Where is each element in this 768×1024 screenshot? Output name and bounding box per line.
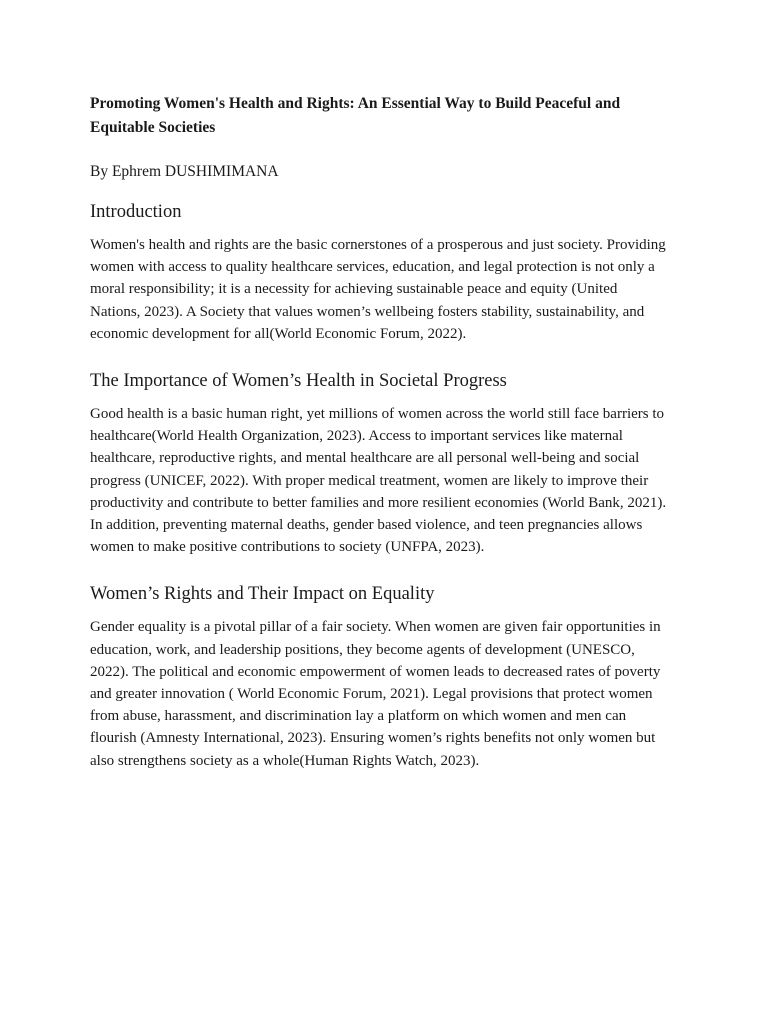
document-title: Promoting Women's Health and Rights: An Essential Way to Build Peaceful and Equitable Societies bbox=[90, 95, 621, 136]
document-page bbox=[90, 92, 670, 772]
section-introduction bbox=[90, 200, 670, 345]
section-paragraph: Good health is a basic human right, yet millions of women across the world still face barriers to healthcare(World Health Organization, 2023). Access to important services like maternal healthcare, reproductive rights, and mental healthcare are all personal well-being and social progress (UNICEF, 2022). With proper medical treatment, women are likely to improve their productivity and contribute to better families and more resilient economies (World Bank, 2021). In addition, preventing maternal deaths, gender based violence, and teen pregnancies allows women to make positive contributions to society (UNFPA, 2023). bbox=[90, 406, 667, 556]
section-heading: The Importance of Women’s Health in Societal Progress bbox=[90, 371, 507, 392]
section-heading: Women’s Rights and Their Impact on Equality bbox=[90, 584, 435, 605]
section-womens-rights bbox=[90, 582, 670, 771]
section-heading: Introduction bbox=[90, 202, 182, 222]
section-paragraph: Women's health and rights are the basic cornerstones of a prosperous and just society. Providing women with access to quality healthcare services, education, and legal protection is not only a moral responsibility; it is a necessity for achieving sustainable peace and equity (United Nations, 2023). A Society that values women’s wellbeing fosters stability, sustainability, and economic development for all(World Economic Forum, 2022). bbox=[90, 237, 666, 342]
section-womens-health bbox=[90, 369, 670, 558]
author-byline: By Ephrem DUSHIMIMANA bbox=[90, 163, 279, 180]
section-paragraph: Gender equality is a pivotal pillar of a fair society. When women are given fair opportunities in education, work, and leadership positions, they become agents of development (UNESCO, 2022). The political and economic empowerment of women leads to decreased rates of poverty and greater innovation ( World Economic Forum, 2021). Legal provisions that protect women from abuse, harassment, and discrimination lay a platform on which women and men can flourish (Amnesty International, 2023). Ensuring women’s rights benefits not only women but also strengthens society as a whole(Human Rights Watch, 2023). bbox=[90, 619, 661, 769]
